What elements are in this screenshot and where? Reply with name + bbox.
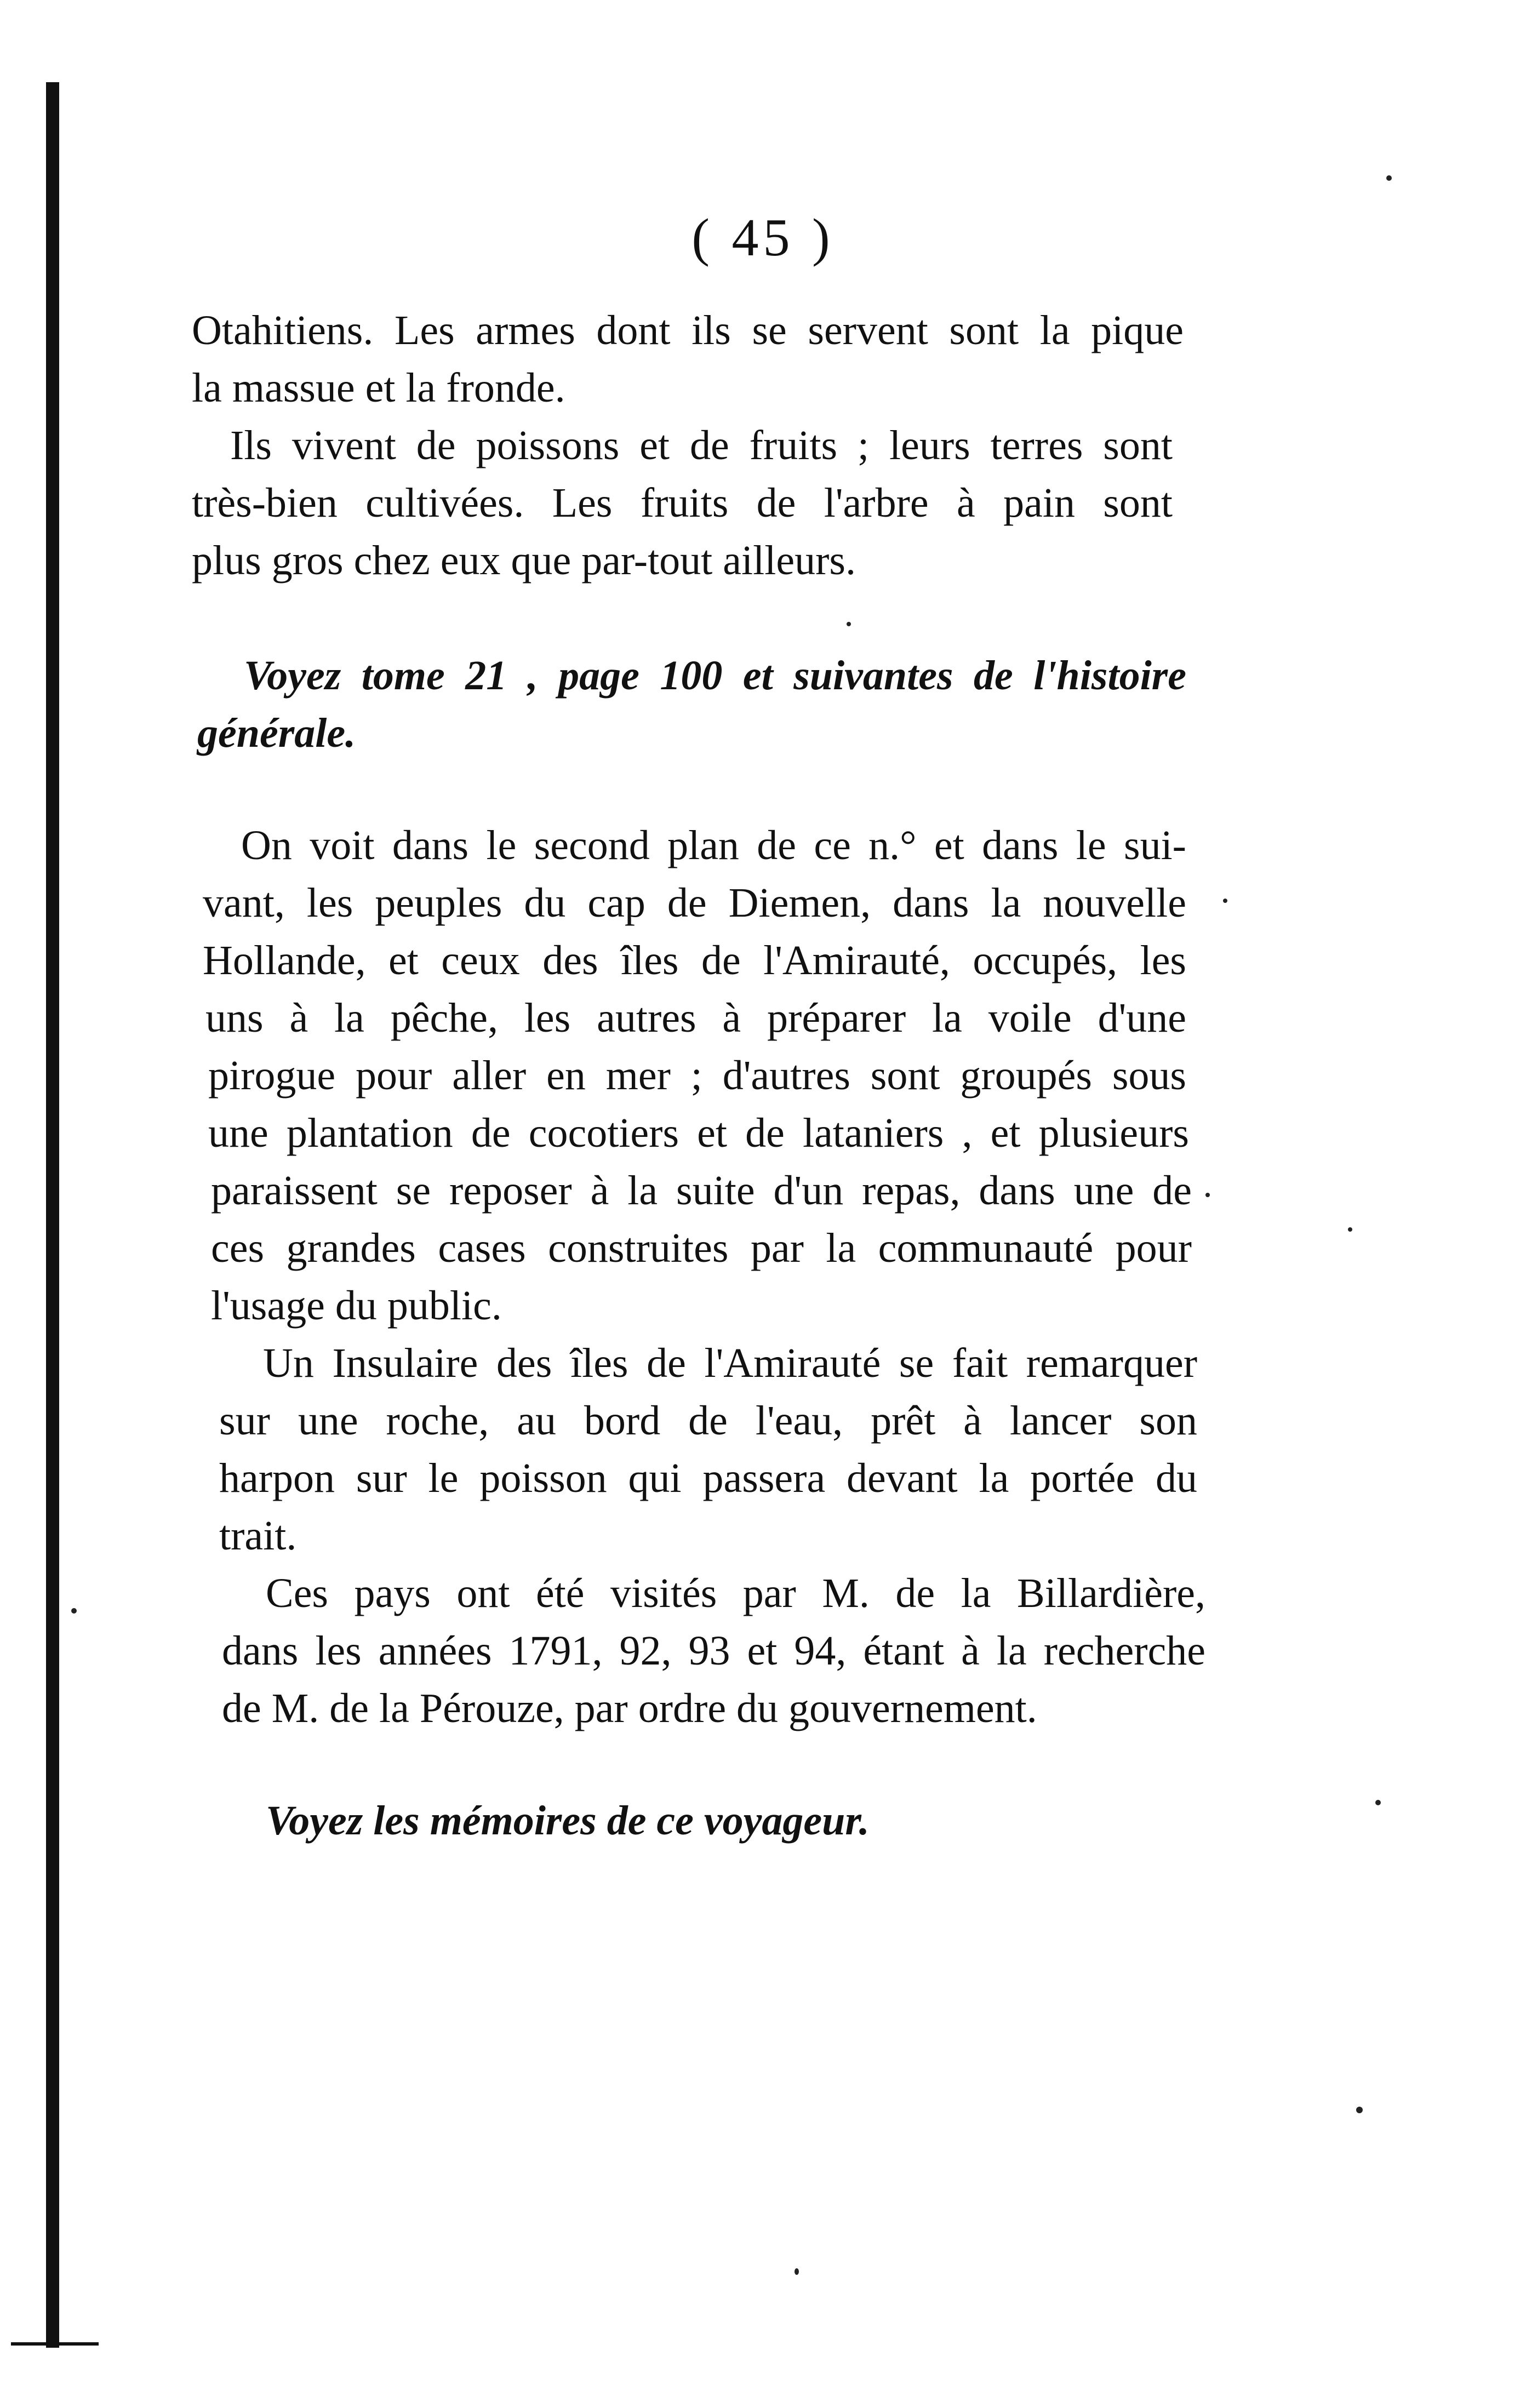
text-line: Ces pays ont été visités par M. de la Billardière,: [266, 1570, 1205, 1616]
text-line: plus gros chez eux que par-tout ailleurs.: [192, 537, 856, 584]
print-speck: [1356, 2107, 1363, 2113]
print-speck: [1348, 1227, 1352, 1232]
page-bottom-edge: [11, 2342, 99, 2346]
text-line: sur une roche, au bord de l'eau, prêt à lancer son: [219, 1398, 1197, 1444]
text-line: dans les années 1791, 92, 93 et 94, étant à la recherche: [222, 1628, 1205, 1674]
text-line: uns à la pêche, les autres à préparer la voile d'une: [205, 995, 1186, 1041]
page-binding-edge: [46, 82, 59, 2348]
text-line: de M. de la Pérouze, par ordre du gouvernement.: [222, 1685, 1037, 1731]
print-speck: [71, 1608, 77, 1614]
print-speck: [1386, 175, 1392, 181]
text-line: une plantation de cocotiers et de lataniers , et plusieurs: [208, 1110, 1189, 1156]
text-line: la massue et la fronde.: [192, 365, 565, 411]
text-line: ces grandes cases construites par la communauté pour: [211, 1225, 1192, 1271]
print-speck: [1223, 899, 1227, 903]
text-line: Un Insulaire des îles de l'Amirauté se fait remarquer: [263, 1340, 1197, 1386]
print-speck: [1205, 1193, 1210, 1197]
text-line: très-bien cultivées. Les fruits de l'arbre à pain sont: [192, 480, 1173, 526]
text-line: trait.: [219, 1513, 297, 1559]
text-line: pirogue pour aller en mer ; d'autres sont groupés sous: [208, 1053, 1186, 1099]
italic-reference-line: Voyez les mémoires de ce voyageur.: [266, 1798, 870, 1844]
text-line: Otahitiens. Les armes dont ils se servent sont la pique: [192, 307, 1184, 353]
text-line: Hollande, et ceux des îles de l'Amirauté, occupés, les: [203, 937, 1186, 983]
text-line: l'usage du public.: [211, 1283, 502, 1329]
text-line: Ils vivent de poissons et de fruits ; leurs terres sont: [230, 422, 1173, 468]
print-speck: [795, 2268, 799, 2275]
text-line: On voit dans le second plan de ce n.° et dans le sui-: [241, 822, 1186, 868]
italic-reference-line: Voyez tome 21 , page 100 et suivantes de l'histoire: [244, 653, 1186, 699]
italic-reference-line: générale.: [197, 710, 356, 756]
print-speck: [1375, 1800, 1381, 1805]
text-line: paraissent se reposer à la suite d'un repas, dans une de: [211, 1168, 1192, 1214]
text-line: harpon sur le poisson qui passera devant la portée du: [219, 1455, 1197, 1501]
print-speck: [847, 622, 851, 626]
text-line: vant, les peuples du cap de Diemen, dans la nouvelle: [203, 880, 1186, 926]
page-number: ( 45 ): [691, 208, 835, 267]
